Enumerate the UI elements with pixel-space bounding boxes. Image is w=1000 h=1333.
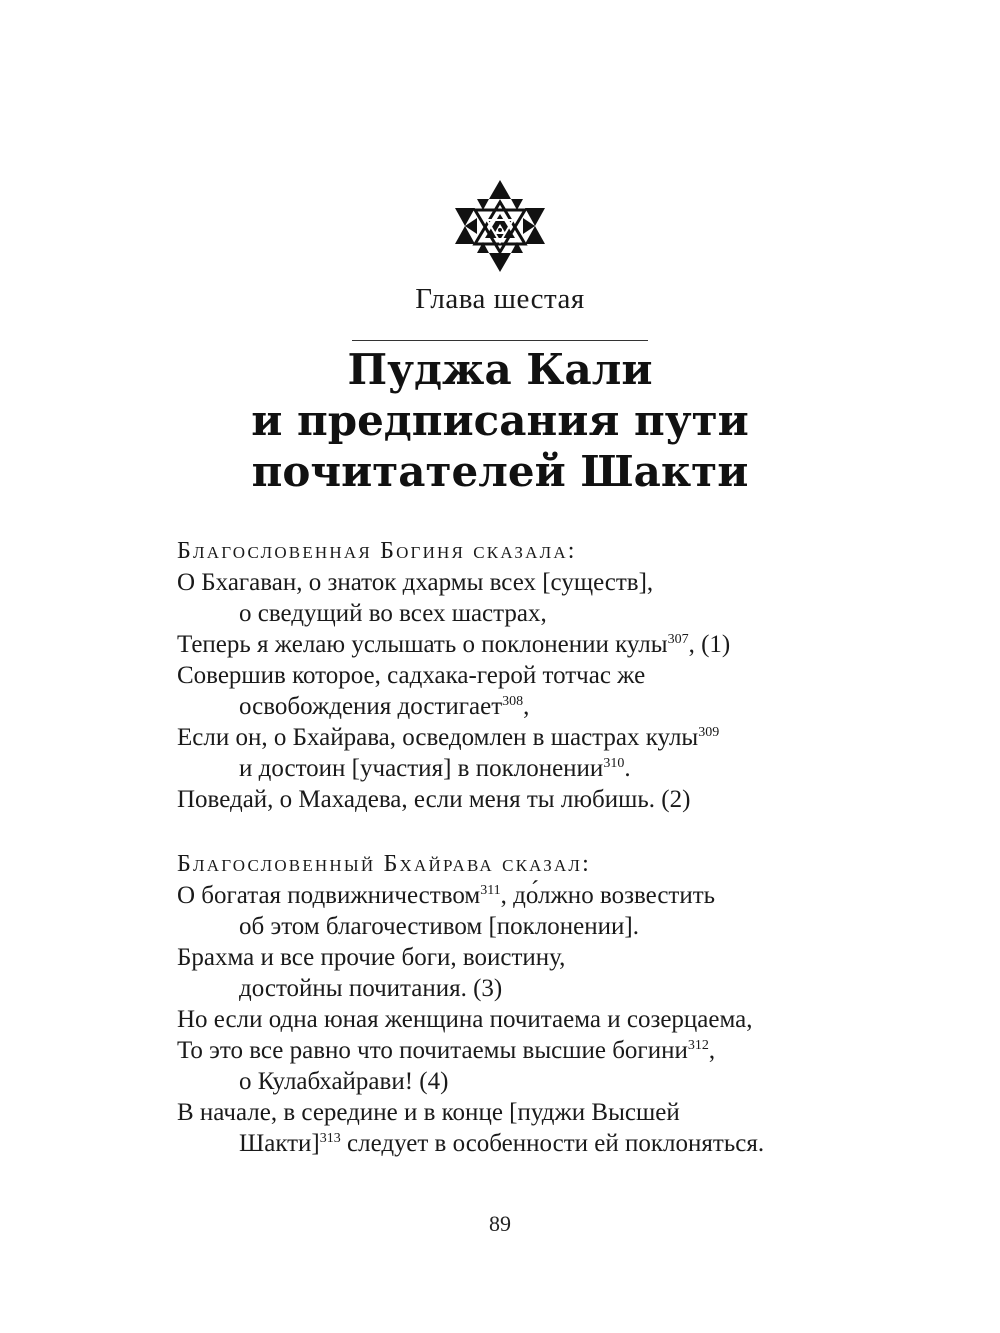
verse-text: о Кулабхайрави! (4) — [239, 1068, 449, 1095]
verse-text-tail: . — [624, 755, 631, 782]
divider — [352, 340, 648, 341]
verse-text: О Бхагаван, о знаток дхармы всех [существ], — [177, 569, 654, 596]
verse-line — [177, 753, 857, 784]
chapter-label: Глава шестая — [415, 283, 585, 315]
verse-text: Но если одна юная женщина почитаема и созерцаема, — [177, 1006, 753, 1033]
verse-line — [177, 598, 857, 629]
title-line: Пуджа Кали — [347, 345, 653, 394]
chapter-title — [0, 344, 1000, 497]
footnote-ref[interactable]: 312 — [687, 1038, 709, 1053]
verse-line — [177, 1004, 857, 1035]
verse-text-tail: , — [708, 1037, 716, 1064]
verse-text: В начале, в середине и в конце [пуджи Высшей — [177, 1099, 680, 1126]
verse-text-tail: , до́лжно возвестить — [500, 882, 716, 909]
title-line: и предписания пути — [251, 396, 749, 445]
title-line: почитателей Шакти — [251, 447, 749, 496]
verse-line — [177, 1035, 857, 1066]
speaker-line: Благословенная Богиня сказала: — [177, 538, 577, 564]
verse-line — [177, 784, 857, 815]
footnote-ref[interactable]: 307 — [667, 632, 689, 647]
verse-text-tail: следует в особенности ей поклоняться. — [340, 1130, 765, 1157]
verse-line — [177, 722, 857, 753]
verse-text: об этом благочестивом [поклонении]. — [239, 913, 639, 940]
verse-line — [177, 629, 857, 660]
verse-line — [177, 880, 857, 911]
verse-text: То это все равно что почитаемы высшие богини — [177, 1037, 688, 1064]
verse-text: достойны почитания. (3) — [239, 975, 503, 1002]
sri-yantra-icon — [455, 180, 545, 272]
verse-text: Шакти] — [239, 1130, 320, 1157]
footnote-ref[interactable]: 313 — [319, 1131, 341, 1146]
verse-line — [177, 660, 857, 691]
verse-text-tail: , (1) — [688, 631, 731, 658]
verse-text: О богатая подвижничеством — [177, 882, 481, 909]
verse-line — [177, 1097, 857, 1128]
verse-block — [177, 536, 857, 815]
verse-line — [177, 567, 857, 598]
verse-text: о сведущий во всех шастрах, — [239, 600, 547, 627]
page-number: 89 — [489, 1211, 511, 1236]
verse-block — [177, 849, 857, 1159]
verse-text: Брахма и все прочие боги, воистину, — [177, 944, 566, 971]
verse-line — [177, 973, 857, 1004]
footnote-ref[interactable]: 311 — [480, 883, 501, 898]
verse-text: Если он, о Бхайрава, осведомлен в шастрах кулы — [177, 724, 699, 751]
verse-text: освобождения достигает — [239, 693, 503, 720]
verse-text: Поведай, о Махадева, если меня ты любишь. (2) — [177, 786, 691, 813]
verse-text: и достоин [участия] в поклонении — [239, 755, 604, 782]
footnote-ref[interactable]: 310 — [603, 756, 625, 771]
verse-line — [177, 942, 857, 973]
verse-line — [177, 691, 857, 722]
verse-text: Совершив которое, садхака-герой тотчас же — [177, 662, 646, 689]
verse-line — [177, 1066, 857, 1097]
verse-line — [177, 1128, 857, 1159]
footnote-ref[interactable]: 309 — [698, 725, 720, 740]
speaker-line: Благословенный Бхайрава сказал: — [177, 851, 592, 877]
verse-text-tail: , — [523, 693, 530, 720]
verse-line — [177, 911, 857, 942]
footnote-ref[interactable]: 308 — [502, 694, 524, 709]
verse-text: Теперь я желаю услышать о поклонении кулы — [177, 631, 668, 658]
